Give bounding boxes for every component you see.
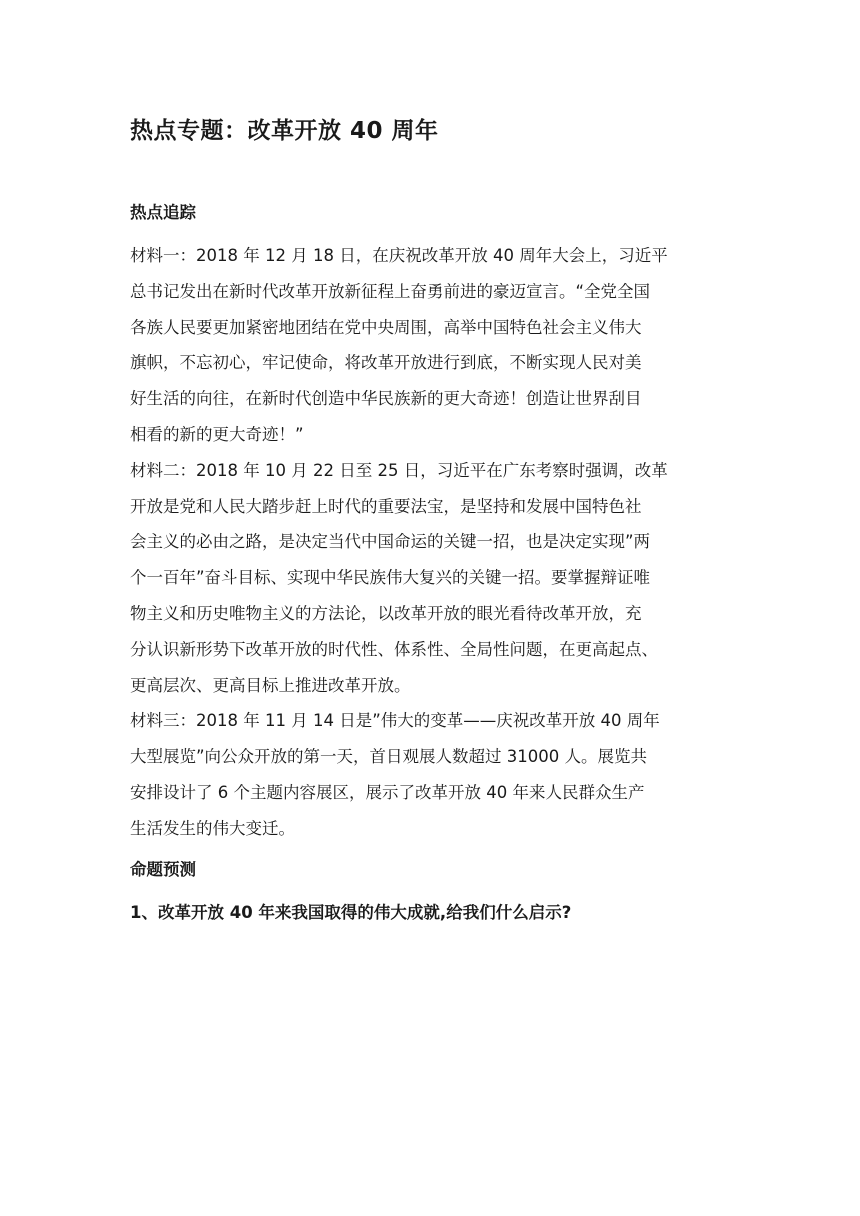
text-line: 材料二：2018 年 10 月 22 日至 25 日，习近平在广东考察时强调，改革	[130, 460, 668, 480]
document-title: 热点专题：改革开放 40 周年	[130, 118, 439, 144]
text-line: 开放是党和人民大踏步赶上时代的重要法宝，是坚持和发展中国特色社	[130, 496, 642, 516]
text-line: 更高层次、更高目标上推进改革开放。	[130, 675, 411, 695]
text-line: 旗帜，不忘初心，牢记使命，将改革开放进行到底，不断实现人民对美	[130, 353, 642, 373]
text-line: 材料三：2018 年 11 月 14 日是”伟大的变革——庆祝改革开放 40 周年	[130, 711, 660, 731]
text-line: 相看的新的更大奇迹！”	[130, 424, 304, 444]
section-heading-tracking: 热点追踪	[130, 203, 196, 222]
text-line: 各族人民要更加紧密地团结在党中央周围，高举中国特色社会主义伟大	[130, 317, 642, 337]
text-line: 物主义和历史唯物主义的方法论，以改革开放的眼光看待改革开放，充	[130, 603, 642, 623]
text-line: 总书记发出在新时代改革开放新征程上奋勇前进的豪迈宣言。“全党全国	[130, 281, 651, 301]
text-line: 好生活的向往，在新时代创造中华民族新的更大奇迹！创造让世界刮目	[130, 389, 642, 409]
text-line: 个一百年”奋斗目标、实现中华民族伟大复兴的关键一招。要掌握辩证唯	[130, 568, 651, 588]
text-line: 生活发生的伟大变迁。	[130, 818, 295, 838]
text-line: 安排设计了 6 个主题内容展区，展示了改革开放 40 年来人民群众生产	[130, 782, 645, 802]
material-2	[130, 453, 730, 704]
material-paragraph	[130, 238, 730, 453]
text-line: 分认识新形势下改革开放的时代性、体系性、全局性问题，在更高起点、	[130, 639, 658, 659]
text-line: 大型展览”向公众开放的第一天，首日观展人数超过 31000 人。展览共	[130, 747, 648, 767]
material-paragraph	[130, 703, 730, 846]
document-body	[130, 196, 730, 930]
material-1	[130, 238, 730, 453]
text-line: 材料一：2018 年 12 月 18 日，在庆祝改革开放 40 周年大会上，习近平	[130, 246, 668, 265]
question-1: 1、改革开放 40 年来我国取得的伟大成就,给我们什么启示?	[130, 902, 572, 922]
material-paragraph	[130, 453, 730, 704]
section-heading-prediction: 命题预测	[130, 859, 196, 879]
material-3	[130, 703, 730, 846]
text-line: 会主义的必由之路，是决定当代中国命运的关键一招，也是决定实现”两	[130, 532, 651, 552]
